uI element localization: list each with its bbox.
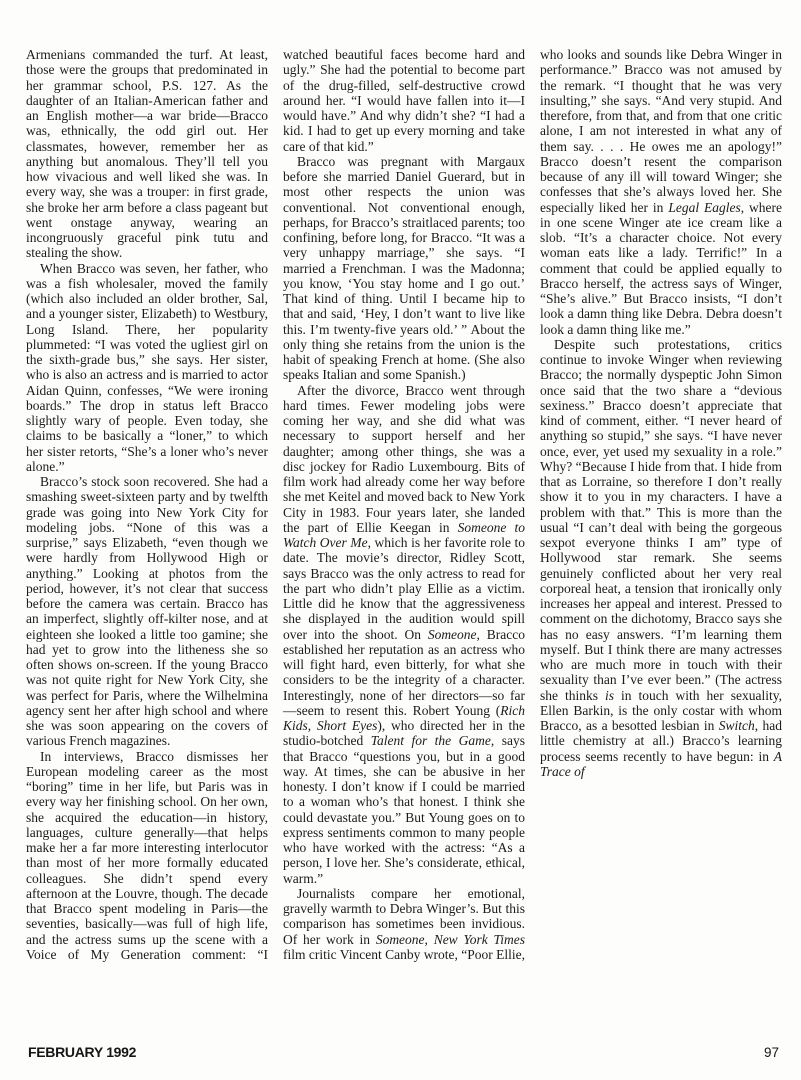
article-paragraph: Bracco’s stock soon recovered. She had a smashing sweet-sixteen party and by twelfth grade was going into New York City for modeling jobs. “None of this was a surprise,” says Elizabeth, “even though we were hardly from Hollywood High or anything.” Looking at photos from the period, however, it’s not clear that success before the camera was certain. Bracco has an imperfect, slightly off-kilter nose, and at eighteen she looked a little too gamine; she had yet to grow into the litheness she so often shows on-screen. If the young Bracco was not quite right for New York City, she was perfect for Paris, where the Wilhelmina agency sent her after high school and where she was soon appearing on the covers of various French magazines.: [26, 474, 268, 749]
issue-date: FEBRUARY 1992: [28, 1044, 137, 1060]
article-paragraph: Despite such protestations, critics continue to invoke Winger when reviewing Bracco; the normally dyspeptic John Simon once said that the two share a “devious sexiness.” Bracco doesn’t appreciate that kind of comment, either. “I never heard of anything so stupid,” she says. “I have never once, ever, yet used my sexuality in a role.” Why? “Because I hide from that. I hide from that as Lorraine, so therefore I don’t really show it to you in my characters. I have a problem with that.” This is more than the usual “I can’t deal with being the gorgeous sexpot everyone thinks I am” type of Hollywood star remark. She seems genuinely conflicted about her very real corporeal heat, a tension that ironically only increases her appeal and interest. Pressed to comment on the dichotomy, Bracco says she has no easy answers. “I’m learning them myself. But I think there are many actresses who are much more in touch with their sexuality than I’ve ever been.” (The actress she thinks is in touch with her sexuality, Ellen Barkin, is the only costar with whom Bracco, as a besotted lesbian in Switch, had little chemistry at all.) Bracco’s learning process seems recently to have begun: in A Trace of: [540, 336, 782, 779]
article-paragraph: In interviews, Bracco dismisses her European modeling career as the most “boring” time in her life, but Paris was in every way her finishing school. On her own, she acquired the education—in history, languages, culture generally—that helps make her a far more interesting interlocutor than most of her more formally educated colleagues. She didn’t spend every afternoon at the Louvre, though. The decade that Bracco spent modeling in Paris—the seventies, basically—was full of high life, and the actress sums up the scene with a Voice of My Generation comment: “I watched beautiful faces become hard and ugly.” She had the potential to become part of the drug-filled, self-destructive crowd around her. “I would have fallen into it—I would have.” And why didn’t she? “I had a kid. I had to get up every morning and take care of that kid.”: [26, 47, 525, 962]
article-paragraph: Armenians commanded the turf. At least, those were the groups that predominated in her grammar school, P.S. 127. As the daughter of an Italian-American father and an English mother—a war bride—Bracco was, ethnically, the odd girl out. Her classmates, however, remember her as anything but anomalous. They’ll tell you how vivacious and well liked she was. In every way, she was a trouper: in first grade, she broke her arm before a class pageant but went onstage anyway, wearing an incongruously graceful pink tutu and stealing the show.: [26, 47, 268, 261]
article-paragraph: Journalists compare her emotional, gravelly warmth to Debra Winger’s. But this comparison has sometimes been invidious. Of her work in Someone, New York Times film critic Vincent Canby wrote, “Poor Ellie, who looks and sounds like Debra Winger in performance.” Bracco was not amused by the remark. “I thought that he was very insulting,” she says. “And very stupid. And therefore, from that, and from that one critic alone, I am not interested in what any of them say. . . . He owes me an apology!” Bracco doesn’t resent the comparison because of any ill will toward Winger; she confesses that she’s always loved her. She especially liked her in Legal Eagles, where in one scene Winger ate ice cream like a slob. “It’s a character choice. Not every woman eats like a lady. Terrific!” In a comment that could be applied equally to Bracco herself, the actress says of Winger, “She’s alive.” But Bracco insists, “I don’t look a damn thing like Debra. Debra doesn’t look a damn thing like me.”: [283, 47, 782, 962]
page-footer: [28, 1044, 779, 1060]
article-paragraph: When Bracco was seven, her father, who was a fish wholesaler, moved the family (which also included an older brother, Sal, and a younger sister, Elizabeth) to Westbury, Long Island. There, her popularity plummeted: “I was voted the ugliest girl on the sixth-grade bus,” she says. Her sister, who is also an actress and is married to actor Aidan Quinn, confesses, “We were ironing boards.” The drop in status left Bracco slightly wary of people. Even today, she claims to be basically a “loner,” to which her sister retorts, “She’s a loner who’s never alone.”: [26, 260, 268, 474]
article-paragraph: After the divorce, Bracco went through hard times. Fewer modeling jobs were coming her way, and she did what was necessary to support herself and her daughter; among other things, she was a disc jockey for Radio Luxembourg. Bits of film work had already come her way before she met Keitel and moved back to New York City in 1983. Four years later, she landed the part of Ellie Keegan in Someone to Watch Over Me, which is her favorite role to date. The movie’s director, Ridley Scott, says Bracco was the only actress to read for the part who didn’t play Ellie as a victim. Little did he know that the aggressiveness she displayed in the audition would spill over into the shoot. On Someone, Bracco established her reputation as an actress who will fight hard, even bitterly, for what she considers to be the integrity of a character. Interestingly, none of her directors—so far—seem to resent this. Robert Young (Rich Kids, Short Eyes), who directed her in the studio-botched Talent for the Game, says that Bracco “questions you, but in a good way. At times, she can be abusive in her honesty. I don’t know if I could be married to a woman who’s that honest. I think she could devastate you.” But Young goes on to express sentiments common to many people who have worked with the actress: “As a person, I love her. She’s considerate, ethical, warm.”: [283, 382, 526, 886]
article-paragraph: Bracco was pregnant with Margaux before she married Daniel Guerard, but in most other respects the union was conventional. Not conventional enough, perhaps, for Bracco’s straitlaced parents; too confining, before long, for Bracco. “It was a very unhappy marriage,” she says. “I married a Frenchman. I was the Madonna; you know, ‘You stay home and I go out.’ That kind of thing. Until I became hip to that and said, ‘Hey, I don’t want to live like this. I’m twenty-five years old.’ ” About the only thing she retains from the union is the habit of speaking French at home. (She also speaks Italian and some Spanish.): [283, 153, 525, 383]
page-number: 97: [763, 1045, 779, 1060]
article-columns: [26, 47, 782, 977]
